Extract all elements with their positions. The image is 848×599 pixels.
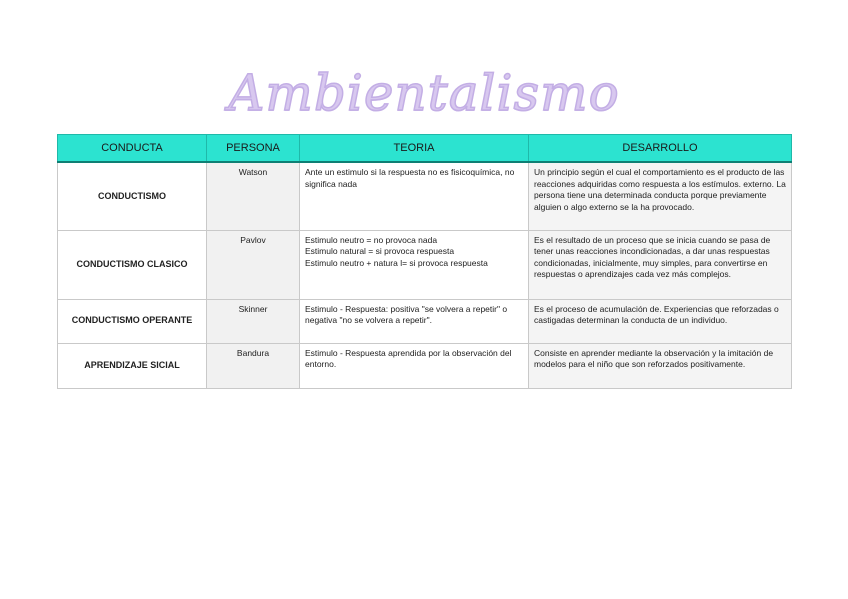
page-title: Ambientalismo: [228, 64, 620, 122]
header-persona: PERSONA: [207, 135, 300, 163]
header-conducta: CONDUCTA: [58, 135, 207, 163]
cell-teoria: Estimulo - Respuesta aprendida por la observación del entorno.: [300, 343, 529, 388]
cell-teoria: Ante un estimulo si la respuesta no es fisicoquímica, no significa nada: [300, 162, 529, 230]
cell-persona: Skinner: [207, 299, 300, 343]
cell-persona: Pavlov: [207, 230, 300, 299]
header-desarrollo: DESARROLLO: [529, 135, 792, 163]
cell-desarrollo: Consiste en aprender mediante la observación y la imitación de modelos para el niño que son reforzados positivamente.: [529, 343, 792, 388]
cell-conducta: CONDUCTISMO: [58, 162, 207, 230]
behavior-table: [57, 134, 792, 389]
cell-desarrollo: Es el resultado de un proceso que se inicia cuando se pasa de tener unas reacciones incondicionadas, a dar unas respuestas condicionadas, inicialmente, muy simples, para convertirse en respuestas o aprendizajes cada vez más complejos.: [529, 230, 792, 299]
cell-conducta: APRENDIZAJE SICIAL: [58, 343, 207, 388]
cell-desarrollo: Un principio según el cual el comportamiento es el producto de las reacciones adquiridas como respuesta a los estímulos. externo. La persona tiene una determinada conducta porque previamente alguien o algo externo se la ha provocado.: [529, 162, 792, 230]
table-row: [58, 162, 792, 230]
cell-desarrollo: Es el proceso de acumulación de. Experiencias que reforzadas o castigadas determinan la conducta de un individuo.: [529, 299, 792, 343]
cell-persona: Watson: [207, 162, 300, 230]
table-header-row: [58, 135, 792, 163]
cell-teoria: Estimulo neutro = no provoca nada Estimulo natural = si provoca respuesta Estimulo neutro + natura l= si provoca respuesta: [300, 230, 529, 299]
cell-teoria: Estimulo - Respuesta: positiva "se volvera a repetir" o negativa "no se volvera a repetir".: [300, 299, 529, 343]
table-row: [58, 343, 792, 388]
cell-conducta: CONDUCTISMO CLASICO: [58, 230, 207, 299]
table-row: [58, 299, 792, 343]
cell-persona: Bandura: [207, 343, 300, 388]
cell-conducta: CONDUCTISMO OPERANTE: [58, 299, 207, 343]
header-teoria: TEORIA: [300, 135, 529, 163]
table-row: [58, 230, 792, 299]
